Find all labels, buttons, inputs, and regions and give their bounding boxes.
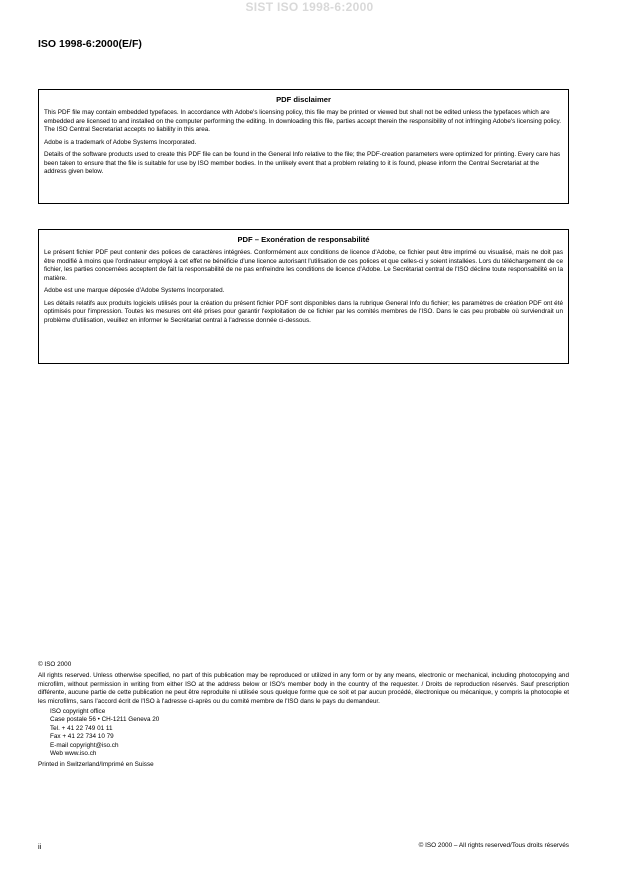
disclaimer-paragraph: This PDF file may contain embedded typefaces. In accordance with Adobe's licensing policy, this file may be printed or viewed but shall not be edited unless the typefaces which are embedded are licensed to and installed on the computer performing the editing. In downloading this file, parties accept therein the responsibility of not infringing Adobe's licensing policy. The ISO Central Secretariat accepts no liability in this area. [44,109,562,133]
disclaimer-fr-paragraph: Adobe est une marque déposée d'Adobe Systems Incorporated. [44,287,225,294]
disclaimer-fr-paragraph: Le présent fichier PDF peut contenir des polices de caractères intégrées. Conformément aux conditions de licence d'Adobe, ce fichier peut être imprimé ou visualisé, mais ne doit pas être modifié à moins que l'ordinateur employé à cet effet ne bénéficie d'une licence autorisant l'utilisation de ces polices et que celles-ci y soient installées. Lors du téléchargement de ce fichier, les parties concernées acceptent de fait la responsabilité de ne pas enfreindre les conditions de licence d'Adobe. Le Secrétariat central de l'ISO décline toute responsabilité en la matière. [44,249,563,282]
copyright-symbol-line: © ISO 2000 [38,661,72,668]
address-line: E-mail copyright@iso.ch [50,741,119,749]
address-line: Fax + 41 22 734 10 79 [50,733,114,741]
disclaimer-paragraph: Adobe is a trademark of Adobe Systems Incorporated. [44,138,197,146]
watermark: SIST ISO 1998-6:2000 [245,0,374,14]
address-line: Web www.iso.ch [50,750,97,758]
pdf-disclaimer-title: PDF disclaimer [276,95,331,104]
address-line: ISO copyright office [50,708,106,716]
pdf-disclaimer-fr-box [38,229,569,364]
printed-in: Printed in Switzerland/Imprimé en Suisse [38,761,154,769]
page-number: ii [38,842,42,851]
disclaimer-fr-paragraph: Les détails relatifs aux produits logiciels utilisés pour la création du présent fichier PDF sont disponibles dans la rubrique General Info du fichier; les paramètres de création PDF ont été optimisés pour l'impression. Toutes les mesures ont été prises pour garantir l'exploitation de ce fichier par les comités membres de l'ISO. Dans le cas peu probable où surviendrait un problème d'utilisation, veuillez en informer le Secrétariat central à l'adresse donnée ci-dessous. [44,299,563,324]
footer-rights: © ISO 2000 – All rights reserved/Tous droits réservés [418,842,569,849]
copyright-section [38,661,569,770]
pdf-disclaimer-fr-title: PDF – Exonération de responsabilité [237,235,370,244]
pdf-disclaimer-box [38,89,569,204]
document-id: ISO 1998-6:2000(E/F) [38,38,142,50]
copyright-rights-text: All rights reserved. Unless otherwise specified, no part of this publication may be reproduced or utilized in any form or by any means, electronic or mechanical, including photocopying and microfilm, without permission in writing from either ISO at the address below or ISO's member body in the country of the requester. / Droits de reproduction réservés. Sauf prescription différente, aucune partie de cette publication ne peut être reproduite ni utilisée sous quelque forme que ce soit et par aucun procédé, électronique ou mécanique, y compris la photocopie et les microfilms, sans l'accord écrit de l'ISO à l'adresse ci-après ou du comité membre de l'ISO dans le pays du demandeur. [38,672,569,705]
address-line: Tel. + 41 22 749 01 11 [50,724,113,732]
disclaimer-paragraph: Details of the software products used to create this PDF file can be found in the General Info relative to the file; the PDF-creation parameters were optimized for printing. Every care has been taken to ensure that the file is suitable for use by ISO member bodies. In the unlikely event that a problem relating to it is found, please inform the Central Secretariat at the address given below. [44,151,561,175]
address-line: Case postale 56 • CH-1211 Geneva 20 [50,716,160,724]
copyright-office-address [50,708,569,758]
